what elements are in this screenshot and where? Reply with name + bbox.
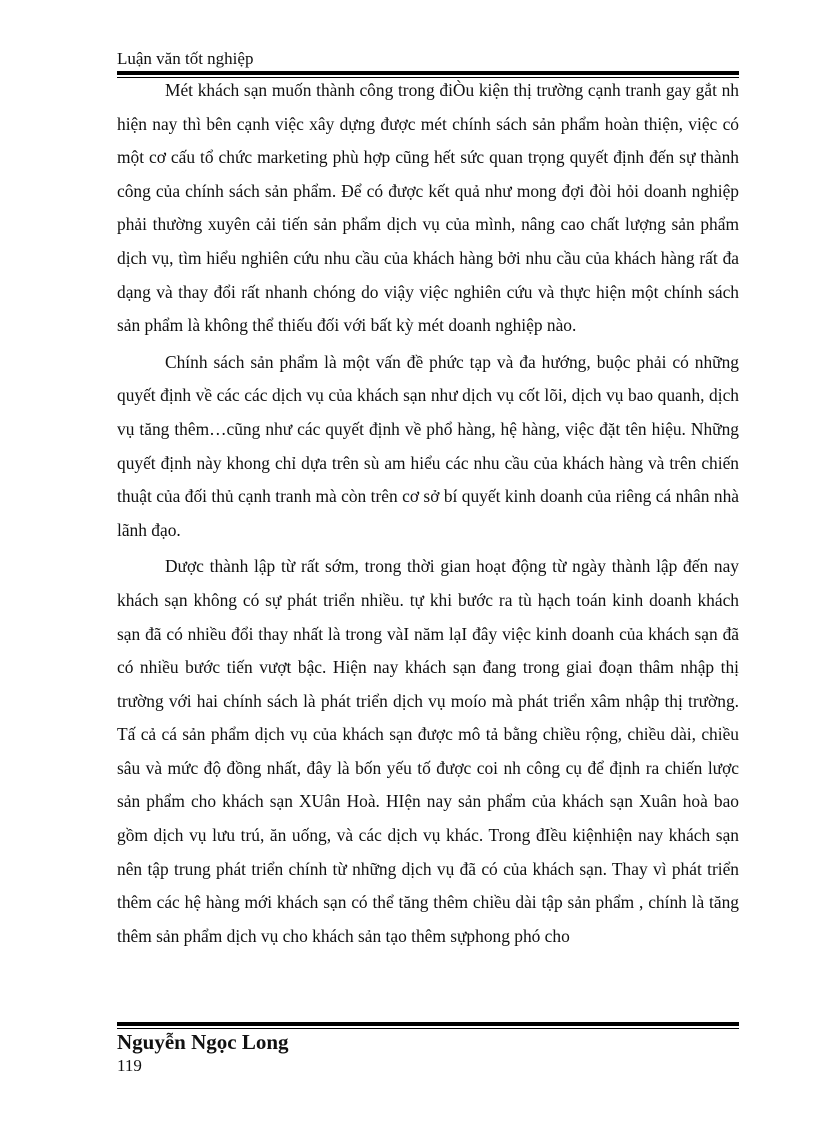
footer-rule-thick [117, 1022, 739, 1026]
body-text [117, 74, 739, 956]
running-header: Luận văn tốt nghiệp [117, 49, 254, 68]
paragraph-1: Mét khách sạn muốn thành công trong điÒu kiện thị trường cạnh tranh gay gắt nh hiện nay thì bên cạnh việc xây dựng được mét chính sách sản phẩm hoàn thiện, việc có một cơ cấu tổ chức marketing phù hợp cũng hết sức quan trọng quyết định đến sự thành công của chính sách sản phẩm. Để có được kết quả như mong đợi đòi hỏi doanh nghiệp phải thường xuyên cải tiến sản phẩm dịch vụ của mình, nâng cao chất lượng sản phẩm dịch vụ, tìm hiểu nghiên cứu nhu cầu của khách hàng bởi nhu cầu của khách hàng rất đa dạng và thay đổi rất nhanh chóng do viậy việc nghiên cứu và thực hiện một chính sách sản phẩm là không thể thiếu đối với bất kỳ mét doanh nghiệp nào. [117, 80, 739, 336]
paragraph-2: Chính sách sản phẩm là một vấn đề phức tạp và đa hướng, buộc phải có những quyết định về các các dịch vụ của khách sạn như dịch vụ cốt lõi, dịch vụ bao quanh, dịch vụ tăng thêm…cũng như các quyết định về phổ hàng, hệ hàng, việc đặt tên hiệu. Những quyết định này khong chỉ dựa trên sù am hiểu các nhu cầu của khách hàng và trên chiến thuật của đối thủ cạnh tranh mà còn trên cơ sở bí quyết kinh doanh của riêng cá nhân nhà lãnh đạo. [117, 351, 739, 540]
page-number: 119 [117, 1056, 142, 1075]
paragraph-3: Dược thành lập từ rất sớm, trong thời gian hoạt động từ ngày thành lập đến nay khách sạn không có sự phát triển nhiều. tự khi bước ra tù hạch toán kinh doanh khách sạn đã có nhiều đổi thay nhất là trong vàI năm lạI đây việc kinh doanh của khách sạn đã có nhiều bước tiến vượt bậc. Hiện nay khách sạn đang trong giai đoạn thâm nhập thị trường với hai chính sách là phát triển dịch vụ moío mà phát triển xâm nhập thị trường. Tấ cả cá sản phẩm dịch vụ của khách sạn được mô tả bằng chiều rộng, chiều dài, chiều sâu và mức độ đồng nhất, đây là bốn yếu tố được coi nh công cụ để định ra chiến lược sản phẩm cho khách sạn XUân Hoà. HIện nay sản phẩm của khách sạn Xuân hoà bao gồm dịch vụ lưu trú, ăn uống, và các dịch vụ khác. Trong đIều kiệnhiện nay khách sạn nên tập trung phát triển chính từ những dịch vụ đã có của khách sạn. Thay vì phát triển thêm các hệ hàng mới khách sạn có thể tăng thêm chiều dài tập sản phẩm , chính là tăng thêm sản phẩm dịch vụ cho khách sản tạo thêm sựphong phó cho [117, 556, 739, 946]
footer-rule-thin [117, 1028, 739, 1029]
author-name: Nguyễn Ngọc Long [117, 1030, 289, 1054]
